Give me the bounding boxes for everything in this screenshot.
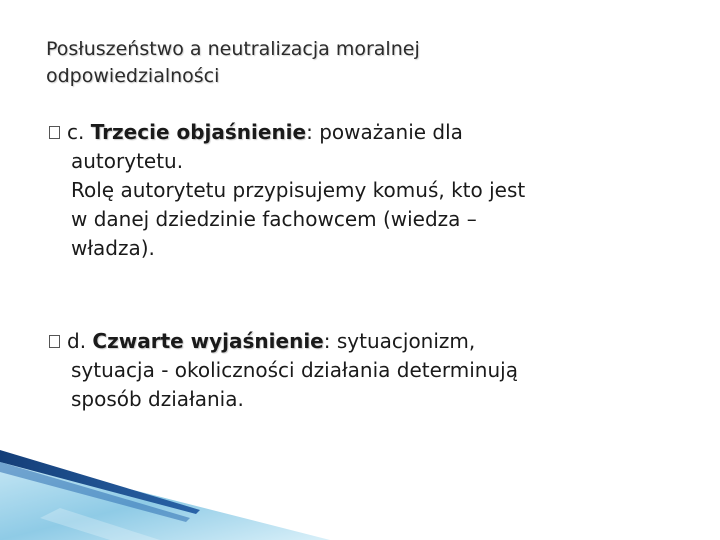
slide-title-line-2: odpowiedzialności bbox=[46, 65, 220, 87]
bullet-c-first-line bbox=[47, 118, 687, 147]
bullet-c-line-1: autorytetu. bbox=[71, 149, 184, 173]
bullet-c-colon: : bbox=[306, 120, 313, 144]
bullet-box-icon bbox=[47, 125, 65, 141]
bullet-c-line-2: Rolę autorytetu przypisujemy komuś, kto jest bbox=[71, 178, 526, 202]
bullet-d-colon: : bbox=[323, 329, 331, 353]
bullet-d-term: Czwarte wyjaśnienie bbox=[92, 329, 324, 353]
bullet-d-line-2: sposób działania. bbox=[71, 387, 244, 411]
bullet-c-line-4: władza). bbox=[71, 236, 155, 260]
bullet-box-icon bbox=[47, 334, 65, 350]
slide-title-line-1: Posłuszeństwo a neutralizacja moralnej bbox=[46, 38, 420, 60]
bullet-c-marker: c. bbox=[67, 120, 85, 144]
bullet-c-term: Trzecie objaśnienie bbox=[90, 120, 307, 144]
bullet-d-marker: d. bbox=[67, 329, 87, 353]
slide-title bbox=[46, 36, 666, 90]
bullet-c-line-3: w danej dziedzinie fachowcem (wiedza – bbox=[71, 207, 477, 231]
bullet-d-first-rest: sytuacjonizm, bbox=[330, 329, 476, 353]
bullet-c-first-rest: poważanie dla bbox=[312, 120, 463, 144]
bullet-d-line-1: sytuacja - okoliczności działania determinują bbox=[71, 358, 518, 382]
bullet-d-first-line bbox=[47, 327, 687, 356]
bullet-item-c bbox=[47, 118, 687, 263]
decorative-swoosh bbox=[0, 448, 330, 540]
bullet-item-d bbox=[47, 327, 687, 414]
